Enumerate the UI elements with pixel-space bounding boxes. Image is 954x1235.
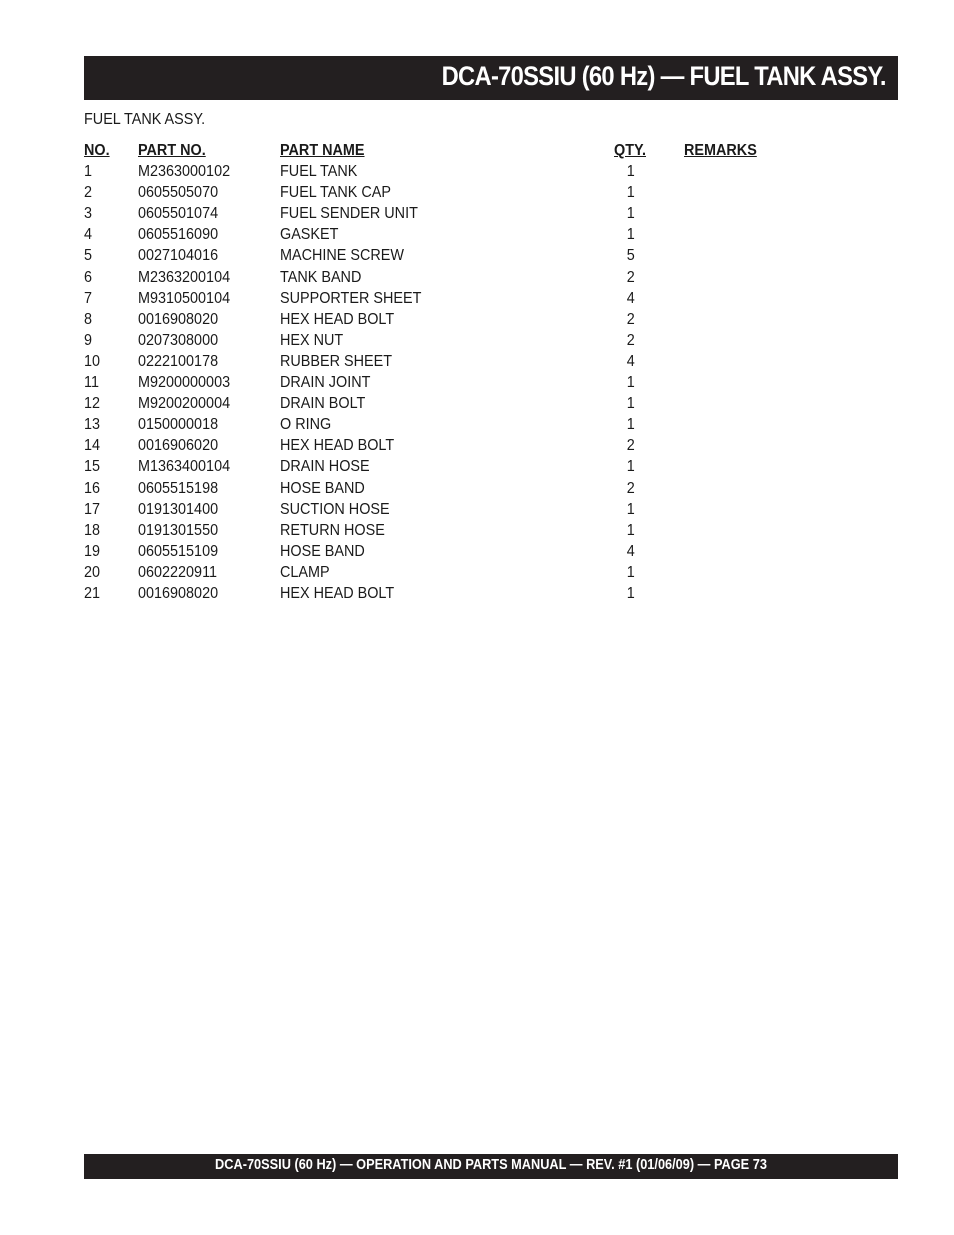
cell-no: 12 [84,395,101,413]
cell-no: 21 [84,584,101,602]
cell-no: 15 [84,458,101,476]
cell-no: 6 [84,268,93,286]
table-row [84,393,784,414]
cell-no: 1 [84,163,93,181]
cell-part-name: MACHINE SCREW [280,247,405,265]
cell-qty: 1 [626,374,635,392]
table-row [84,182,784,203]
table-row [84,414,784,435]
cell-qty: 2 [626,331,635,349]
cell-part-name: HEX NUT [280,331,344,349]
page-title-bar [84,56,898,100]
table-row [84,372,784,393]
cell-part-name: HEX HEAD BOLT [280,437,395,455]
cell-part-no: 0605501074 [138,205,219,223]
table-row [84,435,784,456]
cell-no: 20 [84,563,101,581]
cell-no: 17 [84,500,101,518]
table-row [84,541,784,562]
cell-qty: 1 [626,226,635,244]
cell-part-name: SUPPORTER SHEET [280,289,422,307]
cell-part-name: FUEL TANK [280,163,358,181]
cell-part-no: 0191301550 [138,521,219,539]
cell-part-no: 0207308000 [138,331,219,349]
cell-no: 14 [84,437,101,455]
cell-qty: 4 [626,289,635,307]
cell-part-name: TANK BAND [280,268,362,286]
cell-part-no: 0222100178 [138,352,219,370]
table-row [84,245,784,266]
section-title: FUEL TANK ASSY. [84,111,206,128]
cell-part-no: 0150000018 [138,416,219,434]
cell-part-no: 0016908020 [138,584,219,602]
table-row [84,478,784,499]
cell-part-name: HOSE BAND [280,479,365,497]
cell-part-no: 0605505070 [138,184,219,202]
table-row [84,309,784,330]
cell-no: 5 [84,247,93,265]
cell-no: 8 [84,310,93,328]
table-row [84,456,784,477]
page-title: DCA-70SSIU (60 Hz) — FUEL TANK ASSY. [441,61,886,91]
cell-part-name: FUEL TANK CAP [280,184,391,202]
cell-part-name: HEX HEAD BOLT [280,584,395,602]
cell-part-no: 0016908020 [138,310,219,328]
table-row [84,203,784,224]
column-header-part-no: PART NO. [138,142,206,159]
cell-part-name: HEX HEAD BOLT [280,310,395,328]
cell-qty: 2 [626,479,635,497]
cell-part-name: GASKET [280,226,339,244]
cell-qty: 1 [626,500,635,518]
cell-part-no: M9200000003 [138,374,231,392]
cell-part-name: FUEL SENDER UNIT [280,205,418,223]
cell-part-no: M2363200104 [138,268,231,286]
cell-no: 19 [84,542,101,560]
cell-no: 9 [84,331,93,349]
cell-no: 16 [84,479,101,497]
cell-part-no: 0605516090 [138,226,219,244]
cell-part-name: SUCTION HOSE [280,500,390,518]
cell-part-no: 0605515109 [138,542,219,560]
cell-qty: 1 [626,584,635,602]
cell-part-name: RETURN HOSE [280,521,385,539]
cell-part-name: DRAIN BOLT [280,395,366,413]
cell-qty: 2 [626,310,635,328]
table-row [84,224,784,245]
cell-qty: 4 [626,352,635,370]
table-row [84,161,784,182]
cell-no: 18 [84,521,101,539]
cell-no: 3 [84,205,93,223]
cell-qty: 1 [626,563,635,581]
footer-text: DCA-70SSIU (60 Hz) — OPERATION AND PARTS MANUAL — REV. #1 (01/06/09) — PAGE 73 [215,1157,767,1173]
cell-qty: 2 [626,268,635,286]
cell-no: 2 [84,184,93,202]
table-row [84,330,784,351]
footer-bar [84,1154,898,1179]
cell-part-name: RUBBER SHEET [280,352,393,370]
cell-part-name: CLAMP [280,563,330,581]
column-header-part-name: PART NAME [280,142,365,159]
parts-table [84,140,784,604]
table-row [84,499,784,520]
cell-part-no: 0191301400 [138,500,219,518]
cell-part-name: DRAIN JOINT [280,374,371,392]
cell-part-no: M9310500104 [138,289,231,307]
cell-part-name: HOSE BAND [280,542,365,560]
cell-no: 11 [84,374,99,392]
cell-part-no: 0027104016 [138,247,219,265]
cell-no: 4 [84,226,93,244]
cell-part-name: O RING [280,416,332,434]
table-row [84,583,784,604]
cell-qty: 1 [626,395,635,413]
table-body [84,161,784,604]
cell-part-no: M9200200004 [138,395,231,413]
cell-qty: 1 [626,521,635,539]
cell-qty: 1 [626,163,635,181]
table-row [84,520,784,541]
cell-part-no: M2363000102 [138,163,231,181]
cell-qty: 1 [626,416,635,434]
cell-qty: 1 [626,458,635,476]
table-row [84,288,784,309]
cell-no: 7 [84,289,93,307]
cell-part-no: M1363400104 [138,458,231,476]
cell-qty: 2 [626,437,635,455]
cell-qty: 4 [626,542,635,560]
column-header-no: NO. [84,142,110,159]
table-row [84,562,784,583]
cell-part-no: 0605515198 [138,479,219,497]
cell-part-no: 0602220911 [138,563,218,581]
cell-no: 13 [84,416,101,434]
cell-qty: 1 [626,205,635,223]
cell-part-name: DRAIN HOSE [280,458,370,476]
column-header-remarks: REMARKS [684,142,757,159]
cell-part-no: 0016906020 [138,437,219,455]
column-header-qty: QTY. [614,142,647,159]
table-row [84,267,784,288]
cell-qty: 5 [626,247,635,265]
table-header-row [84,140,784,161]
cell-no: 10 [84,352,101,370]
table-row [84,351,784,372]
cell-qty: 1 [626,184,635,202]
